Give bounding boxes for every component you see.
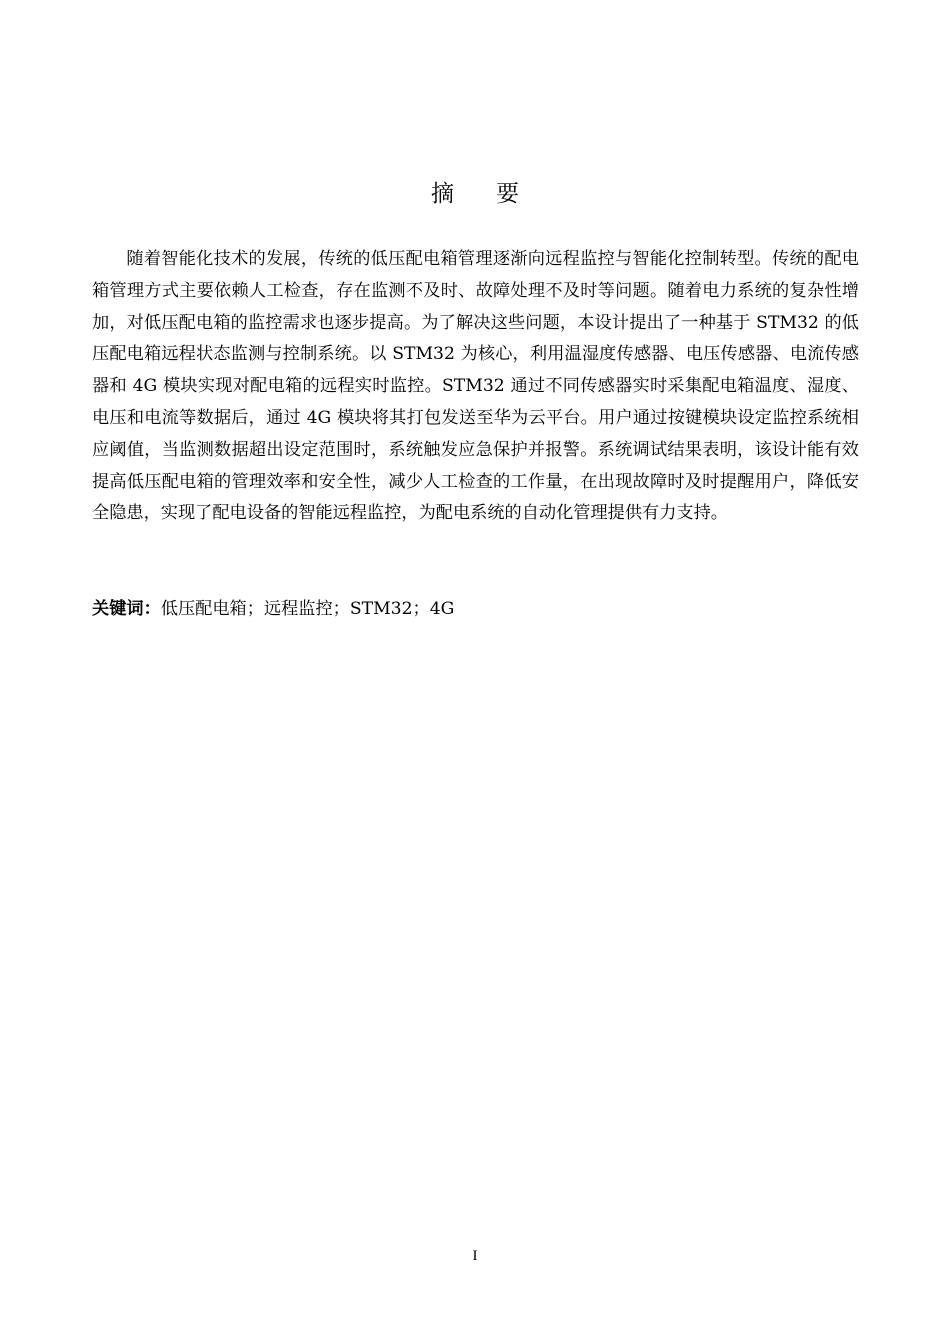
- keywords-value: 低压配电箱；远程监控；STM32；4G: [160, 599, 455, 619]
- page-number: I: [472, 1248, 478, 1264]
- keywords-line: [92, 596, 859, 622]
- abstract-title: 摘要: [431, 181, 561, 207]
- abstract-paragraph: 随着智能化技术的发展，传统的低压配电箱管理逐渐向远程监控与智能化控制转型。传统的配电箱管理方式主要依赖人工检查，存在监测不及时、故障处理不及时等问题。随着电力系统的复杂性增加，对低压配电箱的监控需求也逐步提高。为了解决这些问题，本设计提出了一种基于 STM32 的低压配电箱远程状态监测与控制系统。以 STM32 为核心，利用温湿度传感器、电压传感器、电流传感器和 4G 模块实现对配电箱的远程实时监控。STM32 通过不同传感器实时采集配电箱温度、湿度、电压和电流等数据后，通过 4G 模块将其打包发送至华为云平台。用户通过按键模块设定监控系统相应阈值，当监测数据超出设定范围时，系统触发应急保护并报警。系统调试结果表明，该设计能有效提高低压配电箱的管理效率和安全性，减少人工检查的工作量，在出现故障时及时提醒用户，降低安全隐患，实现了配电设备的智能远程监控，为配电系统的自动化管理提供有力支持。: [92, 249, 859, 524]
- keywords-label: 关键词：: [92, 599, 161, 619]
